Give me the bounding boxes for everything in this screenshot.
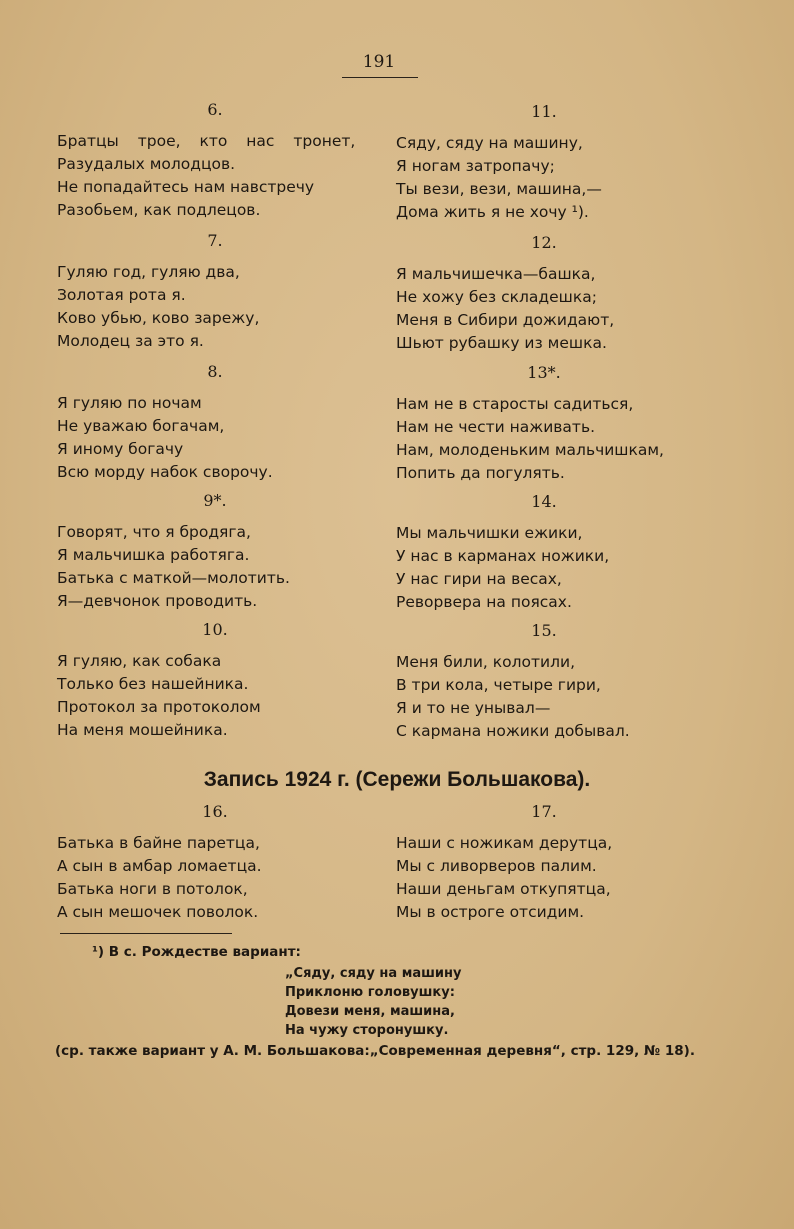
verse-line: Мы в остроге отсидим. bbox=[396, 903, 585, 921]
stanza-11 bbox=[396, 100, 692, 224]
verse-line: Я мальчишка работяга. bbox=[57, 546, 250, 564]
stanza-number: 13*. bbox=[527, 363, 561, 382]
verse-line: Я иному богачу bbox=[57, 440, 184, 458]
verse-line: Не попадайтесь нам навстречу bbox=[57, 178, 315, 196]
footnote-compare: (ср. также вариант у А. М. Большакова:„Современная деревня“, стр. 129, № 18). bbox=[55, 1043, 695, 1059]
verse-line: Шьют рубашку из мешка. bbox=[396, 334, 607, 352]
stanza-12 bbox=[396, 231, 692, 355]
verse-line: Протокол за протоколом bbox=[57, 698, 261, 716]
footnote-rule bbox=[60, 933, 232, 934]
page-number-rule bbox=[342, 77, 418, 78]
footnote-quote-line: На чужу сторонушку. bbox=[285, 1023, 449, 1038]
verse-line: Только без нашейника. bbox=[57, 675, 249, 693]
stanza-14 bbox=[396, 490, 692, 614]
verse-line: С кармана ножики добывал. bbox=[396, 722, 630, 740]
verse-line: Сяду, сяду на машину, bbox=[396, 134, 583, 152]
stanza-8 bbox=[57, 360, 373, 484]
stanza-number: 16. bbox=[202, 802, 228, 821]
verse-line: Я—девчонок проводить. bbox=[57, 592, 258, 610]
stanza-number: 6. bbox=[207, 100, 223, 119]
verse-line: Наши деньгам откупятца, bbox=[396, 880, 611, 898]
verse-line: А сын в амбар ломаетца. bbox=[57, 857, 262, 875]
verse-line: В три кола, четыре гири, bbox=[396, 676, 601, 694]
verse-line: Меня били, колотили, bbox=[396, 653, 576, 671]
verse-line: Батька в байне паретца, bbox=[57, 834, 260, 852]
verse-line: Я и то не унывал— bbox=[396, 699, 551, 717]
verse-line: Не уважаю богачам, bbox=[57, 417, 225, 435]
stanza-7 bbox=[57, 229, 373, 353]
verse-line: Разудалых молодцов. bbox=[57, 155, 236, 173]
stanza-17 bbox=[396, 800, 692, 924]
verse-line: Дома жить я не хочу ¹). bbox=[396, 203, 589, 221]
verse-line: Я мальчишечка—башка, bbox=[396, 265, 596, 283]
verse-line: Попить да погулять. bbox=[396, 464, 565, 482]
verse-line: Наши с ножикам дерутца, bbox=[396, 834, 613, 852]
verse-line: Всю морду набок сворочу. bbox=[57, 463, 273, 481]
page-number: 191 bbox=[362, 52, 396, 72]
footnote-quote bbox=[285, 964, 461, 1040]
verse-line: Меня в Сибири дожидают, bbox=[396, 311, 615, 329]
stanza-number: 15. bbox=[531, 621, 557, 640]
footnote-quote-line: Приклоню головушку: bbox=[285, 985, 455, 1000]
footnote-quote-line: Довези меня, машина, bbox=[285, 1004, 455, 1019]
stanza-10 bbox=[57, 618, 373, 742]
stanza-16 bbox=[57, 800, 373, 924]
verse-line: А сын мешочек поволок. bbox=[57, 903, 259, 921]
verse-line: Нам не в старосты садиться, bbox=[396, 395, 634, 413]
stanza-number: 11. bbox=[531, 102, 557, 121]
stanza-number: 10. bbox=[202, 620, 228, 639]
verse-line: Я ногам затропачу; bbox=[396, 157, 555, 175]
verse-line: У нас в карманах ножики, bbox=[396, 547, 610, 565]
stanza-number: 7. bbox=[207, 231, 223, 250]
stanza-15 bbox=[396, 619, 692, 743]
verse-line: Я гуляю по ночам bbox=[57, 394, 202, 412]
stanza-9 bbox=[57, 489, 373, 613]
verse-line: У нас гири на весах, bbox=[396, 570, 562, 588]
verse-line: Мы мальчишки ежики, bbox=[396, 524, 583, 542]
verse-line: Ты вези, вези, машина,— bbox=[396, 180, 602, 198]
verse-line: Батька ноги в потолок, bbox=[57, 880, 248, 898]
stanza-number: 17. bbox=[531, 802, 557, 821]
footnote-intro-text: В с. Рождестве вариант: bbox=[108, 944, 301, 960]
verse-line: Мы с ливорверов палим. bbox=[396, 857, 597, 875]
verse-line: Братцы трое, кто нас тронет, bbox=[57, 132, 356, 150]
stanza-number: 9*. bbox=[203, 491, 227, 510]
stanza-number: 14. bbox=[531, 492, 557, 511]
verse-line: Реворвера на поясах. bbox=[396, 593, 572, 611]
section-title: Запись 1924 г. (Сережи Большакова). bbox=[203, 768, 591, 791]
verse-line: Молодец за это я. bbox=[57, 332, 204, 350]
verse-line: Я гуляю, как собака bbox=[57, 652, 222, 670]
verse-line: Не хожу без складешка; bbox=[396, 288, 597, 306]
verse-line: Ково убью, ково зарежу, bbox=[57, 309, 260, 327]
verse-line: Говорят, что я бродяга, bbox=[57, 523, 251, 541]
verse-line: Золотая рота я. bbox=[57, 286, 186, 304]
verse-line: Батька с маткой—молотить. bbox=[57, 569, 290, 587]
stanza-13 bbox=[396, 361, 692, 485]
footnote-marker: ¹) bbox=[92, 944, 105, 960]
stanza-number: 12. bbox=[531, 233, 557, 252]
verse-line: Нам не чести наживать. bbox=[396, 418, 596, 436]
footnote-intro bbox=[92, 942, 301, 962]
stanza-number: 8. bbox=[207, 362, 223, 381]
verse-line: Разобьем, как подлецов. bbox=[57, 201, 261, 219]
verse-line: Нам, молоденьким мальчишкам, bbox=[396, 441, 664, 459]
verse-line: На меня мошейника. bbox=[57, 721, 228, 739]
footnote-quote-line: „Сяду, сяду на машину bbox=[285, 966, 462, 981]
verse-line: Гуляю год, гуляю два, bbox=[57, 263, 240, 281]
stanza-6 bbox=[57, 98, 373, 222]
